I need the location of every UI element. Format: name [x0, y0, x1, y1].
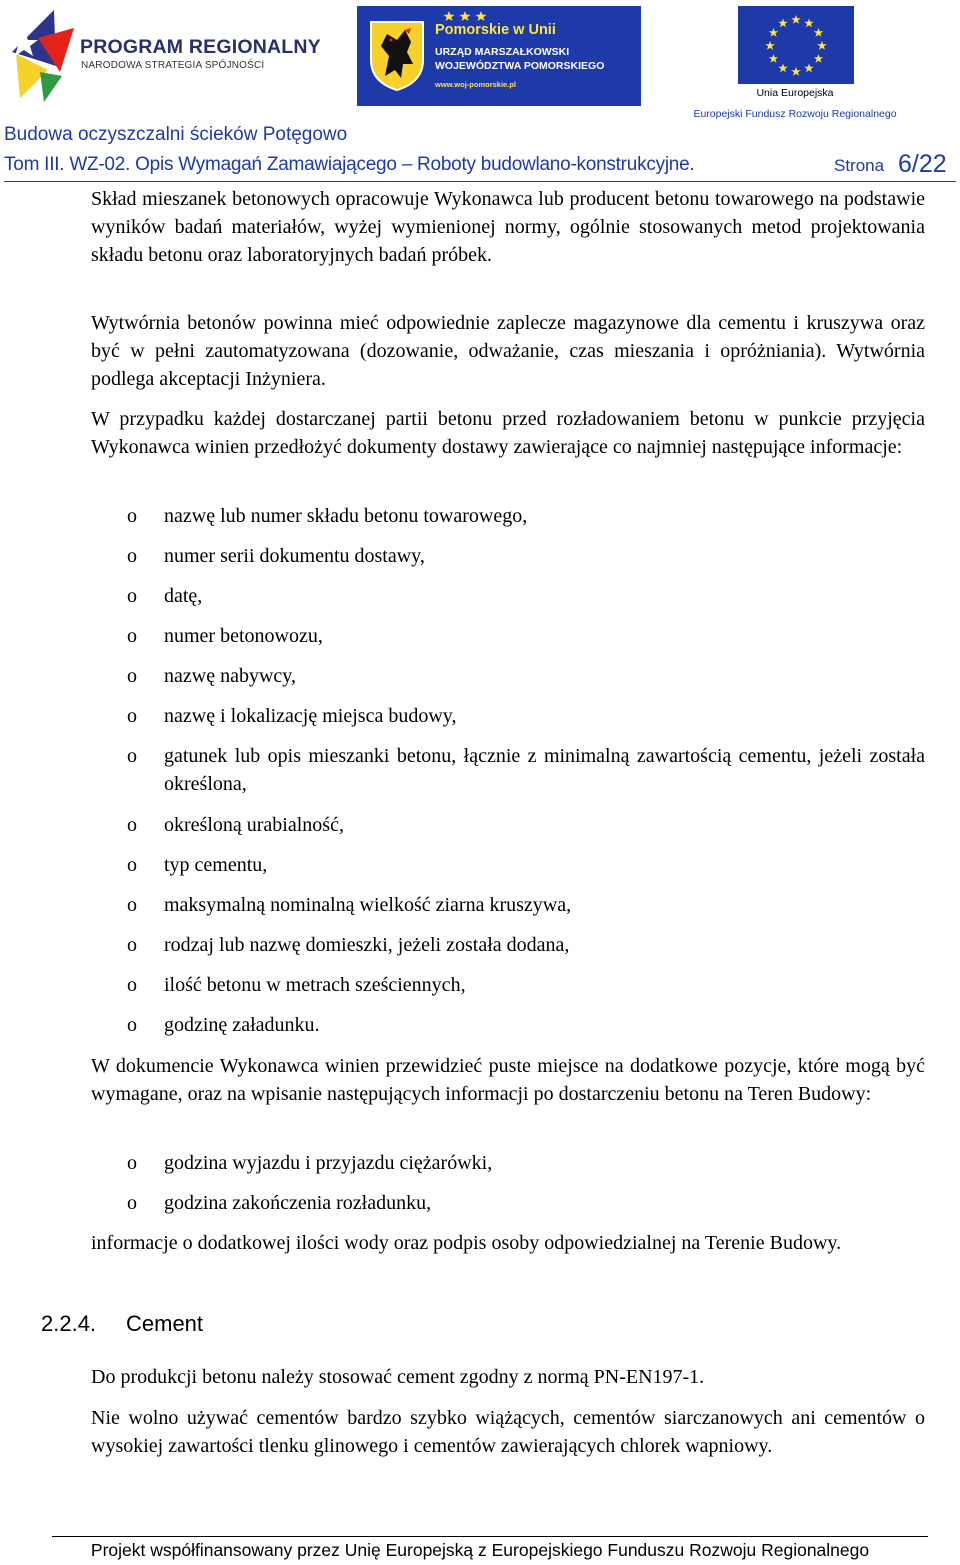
- list-bullet: o: [127, 814, 137, 836]
- footer-divider: [52, 1536, 928, 1537]
- eu-fund-label: Europejski Fundusz Rozwoju Regionalnego: [693, 108, 897, 120]
- paragraph-delivery-docs: W przypadku każdej dostarczanej partii betonu przed rozładowaniem betonu w punkcie przyjęcia Wykonawca winien przedłożyć dokumenty dostawy zawierające co najmniej następujące informacje:: [91, 408, 925, 458]
- list-item: typ cementu,: [164, 854, 268, 876]
- paragraph-cement-standard: Do produkcji betonu należy stosować cement zgodny z normą PN-EN197-1.: [91, 1366, 705, 1388]
- list-bullet: o: [127, 934, 137, 956]
- list-item: godzinę załadunku.: [164, 1014, 320, 1036]
- list-item: maksymalną nominalną wielkość ziarna kruszywa,: [164, 894, 572, 916]
- list-bullet: o: [127, 665, 137, 687]
- volume-title: Tom III. WZ-02. Opis Wymagań Zamawiającego – Roboty budowlano-konstrukcyjne.: [4, 154, 695, 175]
- paragraph-plant: Wytwórnia betonów powinna mieć odpowiednie zaplecze magazynowe dla cementu i kruszywa oraz być w pełni zautomatyzowana (dozowanie, odważanie, czas mieszania i opróżniania). Wytwórnia podlega akceptacji Inżyniera.: [91, 312, 925, 390]
- list-item: numer serii dokumentu dostawy,: [164, 545, 425, 567]
- list-item: godzina wyjazdu i przyjazdu ciężarówki,: [164, 1152, 493, 1174]
- list-item: gatunek lub opis mieszanki betonu, łącznie z minimalną zawartością cementu, jeżeli została określona,: [164, 745, 925, 795]
- list-item: datę,: [164, 585, 203, 607]
- list-bullet: o: [127, 505, 137, 527]
- footer-funding-note: Projekt współfinansowany przez Unię Europejską z Europejskiego Funduszu Rozwoju Regionalnego: [90, 1540, 870, 1560]
- program-regionalny-logo: [8, 6, 330, 106]
- list-bullet: o: [127, 854, 137, 876]
- program-regionalny-title: PROGRAM REGIONALNY: [80, 36, 321, 58]
- list-bullet: o: [127, 1192, 137, 1214]
- list-item: nazwę i lokalizację miejsca budowy,: [164, 705, 457, 727]
- list-bullet: o: [127, 545, 137, 567]
- eu-label: Unia Europejska: [756, 87, 834, 99]
- section-title: Cement: [126, 1311, 204, 1336]
- program-regionalny-subtitle: NARODOWA STRATEGIA SPÓJNOŚCI: [81, 60, 265, 71]
- pomorskie-logo: [357, 6, 641, 106]
- list-bullet: o: [127, 894, 137, 916]
- pomorskie-url: www.woj-pomorskie.pl: [435, 80, 516, 89]
- project-title: Budowa oczyszczalni ścieków Potęgowo: [4, 124, 348, 145]
- list-item: określoną urabialność,: [164, 814, 344, 836]
- list-bullet: o: [127, 745, 137, 767]
- list-item: numer betonowozu,: [164, 625, 323, 647]
- section-number: 2.2.4.: [41, 1311, 97, 1336]
- program-regionalny-emblem-icon: [8, 6, 78, 106]
- list-item: ilość betonu w metrach sześciennych,: [164, 974, 466, 996]
- list-bullet: o: [127, 585, 137, 607]
- paragraph-mix-design: Skład mieszanek betonowych opracowuje Wykonawca lub producent betonu towarowego na podstawie wyników badań materiałów, wyżej wymienionej normy, ogólnie stosowanych metod projektowania składu betonu oraz laboratoryjnych badań próbek.: [91, 188, 925, 266]
- list-bullet: o: [127, 974, 137, 996]
- list-bullet: o: [127, 1014, 137, 1036]
- stars-row-icon: [443, 10, 487, 22]
- pomorskie-office-line1: URZĄD MARSZAŁKOWSKI: [435, 46, 570, 58]
- header-divider: [4, 181, 956, 182]
- list-item: rodzaj lub nazwę domieszki, jeżeli została dodana,: [164, 934, 570, 956]
- page-number: 6/22: [898, 150, 947, 178]
- paragraph-cement-restrictions: Nie wolno używać cementów bardzo szybko wiążących, cementów siarczanowych ani cementów o wysokiej zawartości tlenku glinowego i cementów zawierających chlorek wapniowy.: [91, 1407, 925, 1457]
- griffin-coat-of-arms-icon: [367, 20, 427, 92]
- pomorskie-office-line2: WOJEWÓDZTWA POMORSKIEGO: [435, 60, 605, 72]
- list-item: nazwę lub numer składu betonu towarowego,: [164, 505, 528, 527]
- eu-flag-icon: [738, 6, 854, 84]
- pomorskie-title: Pomorskie w Unii: [435, 22, 556, 38]
- list-bullet: o: [127, 705, 137, 727]
- list-item: godzina zakończenia rozładunku,: [164, 1192, 432, 1214]
- paragraph-document-extra: W dokumencie Wykonawca winien przewidzieć puste miejsce na dodatkowe pozycje, które mogą być wymagane, oraz na wpisanie następujących informacji po dostarczeniu betonu na Teren Budowy:: [91, 1055, 925, 1105]
- page-label: Strona: [834, 156, 885, 175]
- list-item: nazwę nabywcy,: [164, 665, 296, 687]
- list-bullet: o: [127, 1152, 137, 1174]
- list-bullet: o: [127, 625, 137, 647]
- paragraph-water-signature: informacje o dodatkowej ilości wody oraz podpis osoby odpowiedzialnej na Terenie Budowy.: [91, 1232, 842, 1254]
